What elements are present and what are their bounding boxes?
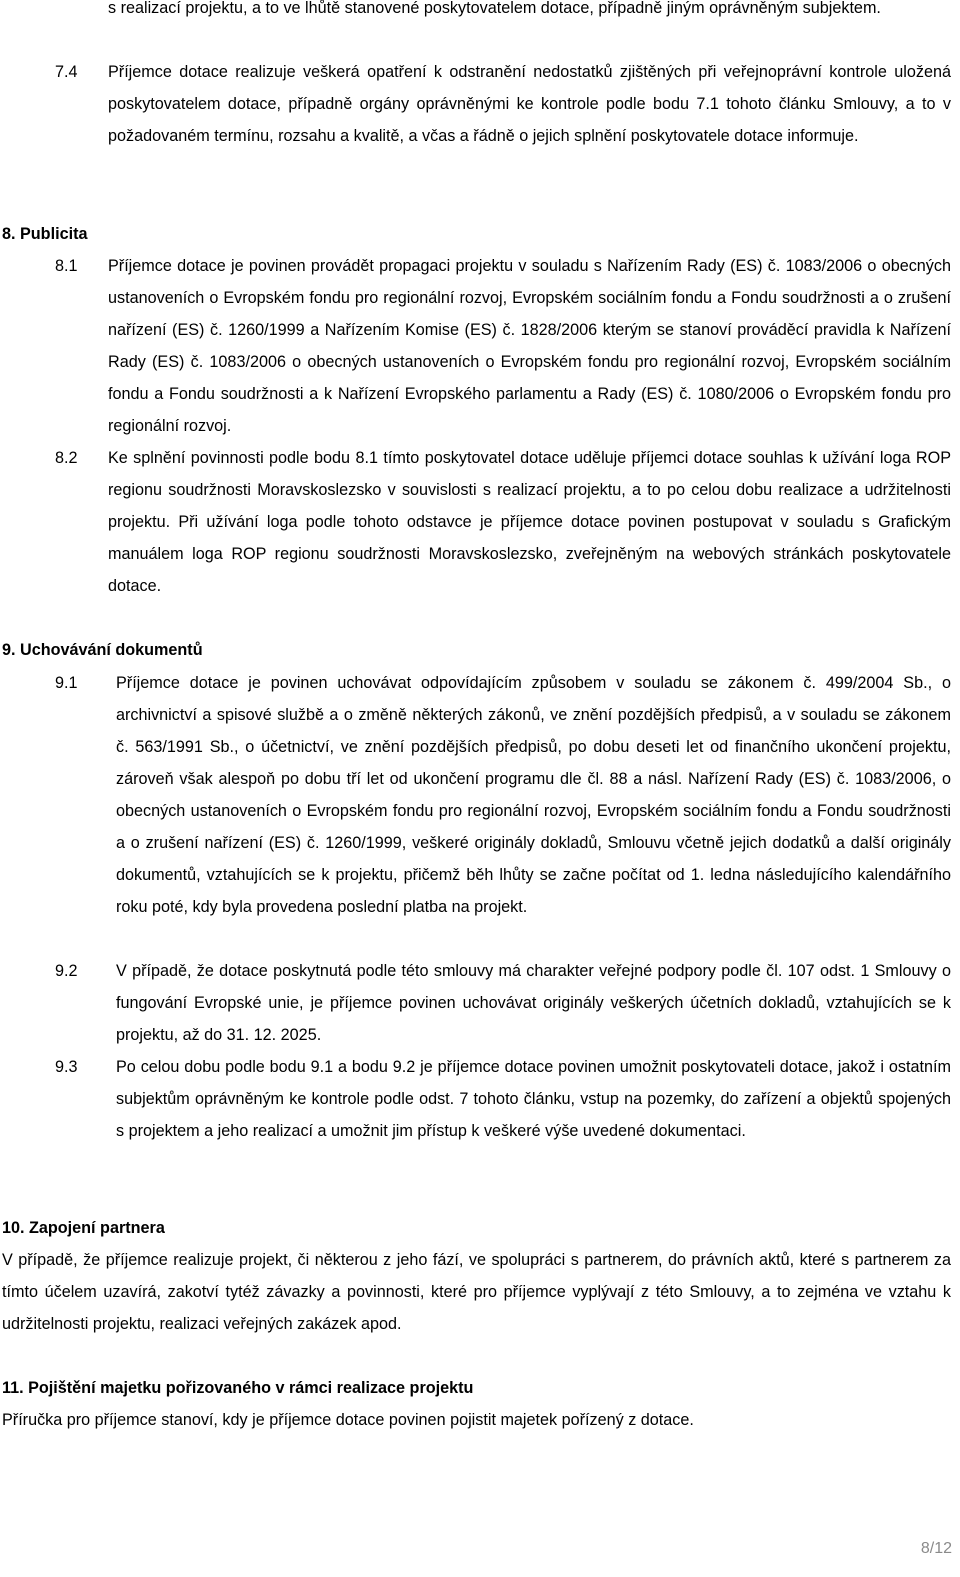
- clause-number-7-4: 7.4: [55, 63, 78, 81]
- paragraph-10: V případě, že příjemce realizuje projekt, či některou z jeho fází, ve spolupráci s partnerem, do právních aktů, které s partnerem za tímto účelem uzavírá, zakotví tytéž závazky a povinnosti, které pro příjemce vyplývají z této Smlouvy, a to zejména ve vztahu k udržitelnosti projektu, realizaci veřejných zakázek apod.: [2, 1251, 951, 1333]
- paragraph-7-3-continuation: s realizací projektu, a to ve lhůtě stanovené poskytovatelem dotace, případně jiným oprávněným subjektem.: [108, 0, 881, 17]
- section-heading-11: 11. Pojištění majetku pořizovaného v rámci realizace projektu: [2, 1379, 474, 1397]
- section-heading-9: 9. Uchovávání dokumentů: [2, 641, 203, 659]
- clause-number-8-2: 8.2: [55, 449, 78, 467]
- section-heading-10: 10. Zapojení partnera: [2, 1219, 165, 1237]
- clause-number-9-1: 9.1: [55, 674, 78, 692]
- paragraph-9-1: Příjemce dotace je povinen uchovávat odpovídajícím způsobem v souladu se zákonem č. 499/2004 Sb., o archivnictví a spisové službě a o změně některých zákonů, ve znění pozdějších předpisů, a v souladu se zákonem č. 563/1991 Sb., o účetnictví, ve znění pozdějších předpisů, po dobu deseti let od finančního ukončení projektu, zároveň však alespoň po dobu tří let od ukončení programu dle čl. 88 a násl. Nařízení Rady (ES) č. 1083/2006, o obecných ustanoveních o Evropském fondu pro regionální rozvoj, Evropském sociálním fondu a Fondu soudržnosti a o zrušení nařízení (ES) č. 1260/1999, veškeré originály dokladů, Smlouvu včetně jejich dodatků a další originály dokumentů, vztahujících se k projektu, přičemž běh lhůty se začne počítat od 1. ledna následujícího kalendářního roku poté, kdy byla provedena poslední platba na projekt.: [116, 674, 951, 916]
- clause-number-9-2: 9.2: [55, 962, 78, 980]
- paragraph-8-2: Ke splnění povinnosti podle bodu 8.1 tímto poskytovatel dotace uděluje příjemci dotace souhlas k užívání loga ROP regionu soudržnosti Moravskoslezsko v souvislosti s realizací projektu, a to po celou dobu realizace a udržitelnosti projektu. Při užívání loga podle tohoto odstavce je příjemce dotace povinen postupovat v souladu s Grafickým manuálem loga ROP regionu soudržnosti Moravskoslezsko, zveřejněným na webových stránkách poskytovatele dotace.: [108, 449, 951, 595]
- clause-number-8-1: 8.1: [55, 257, 78, 275]
- paragraph-7-4: Příjemce dotace realizuje veškerá opatření k odstranění nedostatků zjištěných při veřejnoprávní kontrole uložená poskytovatelem dotace, případně orgány oprávněnými ke kontrole podle bodu 7.1 tohoto článku Smlouvy, a to v požadovaném termínu, rozsahu a kvalitě, a včas a řádně o jejich splnění poskytovatele dotace informuje.: [108, 63, 951, 145]
- clause-number-9-3: 9.3: [55, 1058, 78, 1076]
- paragraph-8-1: Příjemce dotace je povinen provádět propagaci projektu v souladu s Nařízením Rady (ES) č. 1083/2006 o obecných ustanoveních o Evropském fondu pro regionální rozvoj, Evropském sociálním fondu a Fondu soudržnosti a o zrušení nařízení (ES) č. 1260/1999 a Nařízením Komise (ES) č. 1828/2006 kterým se stanoví prováděcí pravidla k Nařízení Rady (ES) č. 1083/2006 o obecných ustanoveních o Evropském fondu pro regionální rozvoj, Evropském sociálním fondu a Fondu soudržnosti a k Nařízení Evropského parlamentu a Rady (ES) č. 1080/2006 o Evropském fondu pro regionální rozvoj.: [108, 257, 951, 435]
- paragraph-11: Příručka pro příjemce stanoví, kdy je příjemce dotace povinen pojistit majetek pořízený z dotace.: [2, 1411, 694, 1429]
- section-heading-8: 8. Publicita: [2, 225, 88, 243]
- paragraph-9-3: Po celou dobu podle bodu 9.1 a bodu 9.2 je příjemce dotace povinen umožnit poskytovateli dotace, jakož i ostatním subjektům oprávněným ke kontrole podle odst. 7 tohoto článku, vstup na pozemky, do zařízení a objektů spojených s projektem a jeho realizací a umožnit jim přístup k veškeré výše uvedené dokumentaci.: [116, 1058, 951, 1140]
- paragraph-9-2: V případě, že dotace poskytnutá podle této smlouvy má charakter veřejné podpory podle čl. 107 odst. 1 Smlouvy o fungování Evropské unie, je příjemce povinen uchovávat originály veškerých účetních dokladů, vztahujících se k projektu, až do 31. 12. 2025.: [116, 962, 951, 1044]
- page-number: 8/12: [920, 1540, 952, 1557]
